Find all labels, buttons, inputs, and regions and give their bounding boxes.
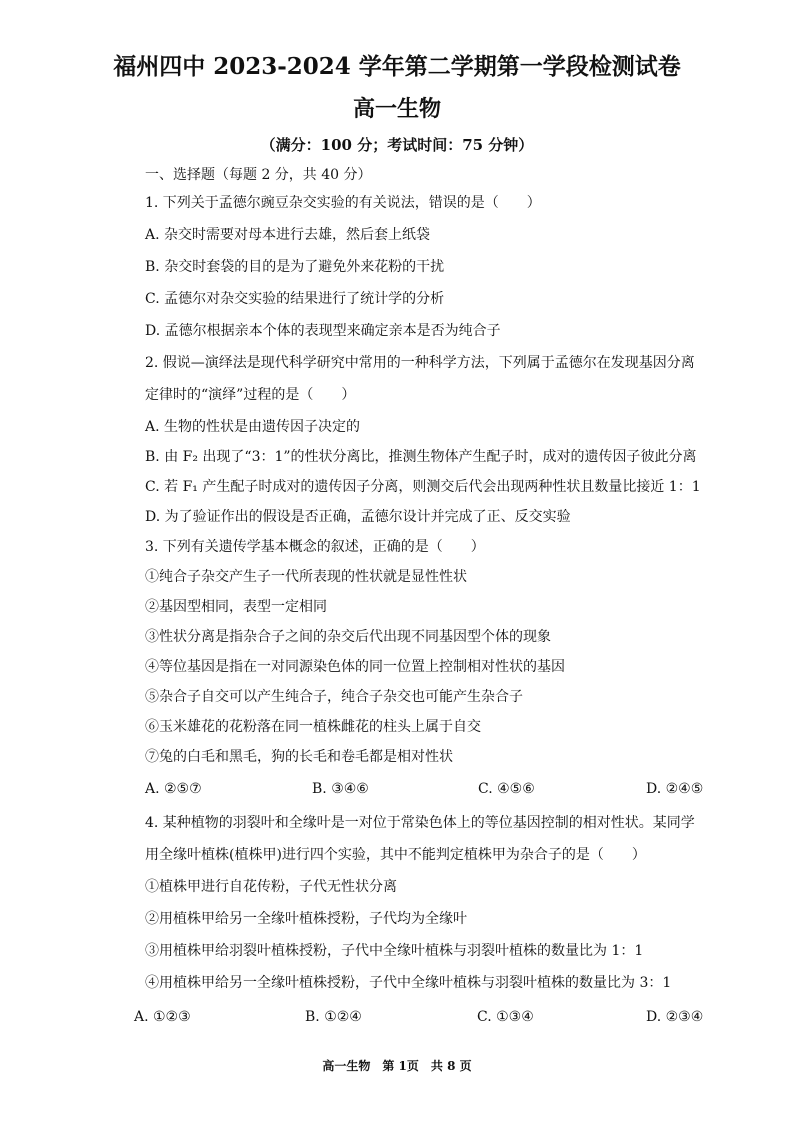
- question-1-stem: 1. 下列关于孟德尔豌豆杂交实验的有关说法，错误的是（ ）: [145, 195, 541, 211]
- question-4-stem-line-2: 用全缘叶植株(植株甲)进行四个实验，其中不能判定植株甲为杂合子的是（ ）: [145, 847, 646, 863]
- question-3-choice-c: C. ④⑤⑥: [478, 781, 535, 797]
- question-3-item: ④等位基因是指在一对同源染色体的同一位置上控制相对性状的基因: [145, 659, 565, 675]
- question-3-item: ⑤杂合子自交可以产生纯合子，纯合子杂交也可能产生杂合子: [145, 689, 523, 705]
- question-3-item: ③性状分离是指杂合子之间的杂交后代出现不同基因型个体的现象: [145, 629, 551, 645]
- question-4-item: ③用植株甲给羽裂叶植株授粉，子代中全缘叶植株与羽裂叶植株的数量比为 1：1: [145, 943, 644, 959]
- question-3-stem: 3. 下列有关遗传学基本概念的叙述，正确的是（ ）: [145, 539, 485, 555]
- question-2-stem-line-2: 定律时的“演绎”过程的是（ ）: [145, 387, 356, 403]
- section-heading: 一、选择题（每题 2 分，共 40 分）: [145, 167, 372, 183]
- question-2-stem-line-1: 2. 假说—演绎法是现代科学研究中常用的一种科学方法，下列属于孟德尔在发现基因分离: [145, 355, 695, 371]
- question-4-item: ②用植株甲给另一全缘叶植株授粉，子代均为全缘叶: [145, 911, 467, 927]
- question-4-item: ④用植株甲给另一全缘叶植株授粉，子代中全缘叶植株与羽裂叶植株的数量比为 3：1: [145, 975, 672, 991]
- page-footer: 高一生物 第 1页 共 8 页: [322, 1059, 472, 1073]
- subject-title: 高一生物: [352, 96, 441, 122]
- question-4-choice-a: A. ①②③: [134, 1009, 191, 1025]
- question-3-item: ⑦兔的白毛和黑毛，狗的长毛和卷毛都是相对性状: [145, 749, 453, 765]
- question-2-option-a: A. 生物的性状是由遗传因子决定的: [145, 419, 361, 435]
- question-4-item: ①植株甲进行自花传粉，子代无性状分离: [145, 879, 397, 895]
- question-3-choice-b: B. ③④⑥: [312, 781, 369, 797]
- exam-title: 福州四中 2023-2024 学年第二学期第一学段检测试卷: [113, 53, 681, 80]
- question-2-option-b: B. 由 F₂ 出现了“3：1”的性状分离比，推测生物体产生配子时，成对的遗传因子彼此分离: [145, 449, 697, 465]
- question-3-choice-d: D. ②④⑤: [646, 781, 704, 797]
- question-3-choice-a: A. ②⑤⑦: [145, 781, 202, 797]
- question-2-option-d: D. 为了验证作出的假设是否正确，孟德尔设计并完成了正、反交实验: [145, 509, 571, 525]
- question-4-stem-line-1: 4. 某种植物的羽裂叶和全缘叶是一对位于常染色体上的等位基因控制的相对性状。某同学: [145, 815, 695, 831]
- question-3-item: ②基因型相同，表型一定相同: [145, 599, 327, 615]
- question-1-option-a: A. 杂交时需要对母本进行去雄，然后套上纸袋: [145, 227, 431, 243]
- question-4-choice-b: B. ①②④: [305, 1009, 362, 1025]
- question-4-choice-c: C. ①③④: [477, 1009, 534, 1025]
- question-3-item: ①纯合子杂交产生子一代所表现的性状就是显性性状: [145, 569, 467, 585]
- question-1-option-c: C. 孟德尔对杂交实验的结果进行了统计学的分析: [145, 291, 445, 307]
- exam-info: （满分：100 分；考试时间：75 分钟）: [260, 136, 534, 154]
- question-3-item: ⑥玉米雄花的花粉落在同一植株雌花的柱头上属于自交: [145, 719, 481, 735]
- question-2-option-c: C. 若 F₁ 产生配子时成对的遗传因子分离，则测交后代会出现两种性状且数量比接近 1：1: [145, 479, 701, 495]
- question-4-choice-d: D. ②③④: [646, 1009, 704, 1025]
- question-1-option-b: B. 杂交时套袋的目的是为了避免外来花粉的干扰: [145, 259, 445, 275]
- question-1-option-d: D. 孟德尔根据亲本个体的表现型来确定亲本是否为纯合子: [145, 323, 501, 339]
